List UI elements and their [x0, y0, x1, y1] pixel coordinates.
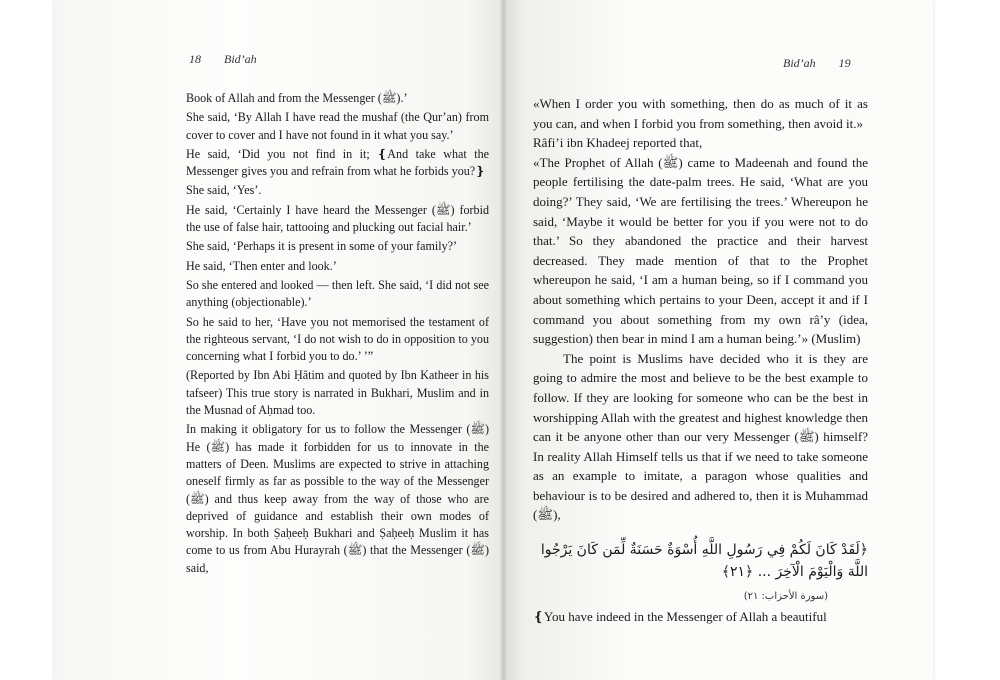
left-running-title: Bid’ah — [224, 52, 257, 66]
verse-translation: ❴You have indeed in the Messenger of Allah a beautiful — [533, 608, 827, 624]
paragraph: Book of Allah and from the Messenger (ﷺ).’ — [186, 91, 408, 105]
right-page-header — [783, 56, 851, 71]
arabic-verse: ﴿لَقَدْ كَانَ لَكُمْ فِي رَسُولِ اللَّهِ أُسْوَةٌ حَسَنَةٌ لِّمَن كَانَ يَرْجُوا اللَّهَ وَالْيَوْمَ الْآخِرَ ... ﴿٢١﴾ — [540, 542, 868, 581]
paragraph: He said, ‘Certainly I have heard the Messenger (ﷺ) forbid the use of false hair, tattooing and plucking out facial hair.’ — [186, 202, 490, 235]
paragraph: So she entered and looked — then left. She said, ‘I did not see anything (objectionable).’ — [186, 277, 489, 310]
paragraph: So he said to her, ‘Have you not memorised the testament of the righteous servant, ‘I do not wish to do in opposition to you concerning what I forbid you to do.’ ’” — [186, 314, 489, 364]
paragraph: She said, ‘Perhaps it is present in some of your family?’ — [186, 239, 458, 254]
paragraph: He said, ‘Did you not find in it; ❴And take what the Messenger gives you and refrain from what he forbids you?❵ — [186, 146, 489, 179]
right-page-number: 19 — [838, 56, 851, 70]
paragraph: The point is Muslims have decided who it is they are going to admire the most and believe to be the best example to follow. If they are looking for someone who can be the best in worshipping Allah with the greatest and highest knowledge then can it be anyone other than our very Messenger (ﷺ) himself? In reality Allah Himself tells us that if we need to take someone as an example to imitate, a paragon whose qualities and behaviour is to be desired and adhered to, then it is Muhammad (ﷺ), — [533, 350, 868, 523]
paragraph: (Reported by Ibn Abi Ḥâtim and quoted by Ibn Katheer in his tafseer) This true story is narrated in Bukhari, Muslim and in the Musnad of Aḥmad too. — [186, 368, 489, 418]
right-page-body — [533, 94, 868, 626]
left-page — [55, 0, 503, 680]
narrator-line: Râfi’i ibn Khadeej reported that, — [533, 135, 703, 151]
right-running-title: Bid’ah — [783, 56, 816, 70]
paragraph: She said, ‘Yes’. — [186, 183, 262, 198]
hadith-quote: «When I order you with something, then do as much of it as you can, and when I forbid you from something, then avoid it.» — [533, 96, 868, 131]
paragraph: She said, ‘By Allah I have read the mushaf (the Qur’an) from cover to cover and I have not found in it what you say.’ — [186, 110, 489, 142]
right-page — [503, 0, 933, 680]
paragraph: In making it obligatory for us to follow the Messenger (ﷺ) He (ﷺ) has made it forbidden for us to innovate in the matters of Deen. Muslims are expected to strive in attaching oneself firmly as far as possible to the way of the Messenger (ﷺ) and thus keep away from the way of those who are deprived of guidance and establish their own modes of worship. In both Ṣaḥeeḥ Bukhari and Ṣaḥeeḥ Muslim it has come to us from Abu Hurayrah (ﷺ) that the Messenger (ﷺ) said, — [186, 422, 490, 575]
left-page-number: 18 — [189, 52, 201, 66]
left-page-header — [189, 52, 257, 67]
hadith-quote: «The Prophet of Allah (ﷺ) came to Madeenah and found the people fertilising the date-palm trees. He said, ‘What are you doing?’ They said, ‘We are fertilising the trees.’ Whereupon he said, ‘Maybe it would be better for you if you were not to do that.’ So they abandoned the practice and their harvest decreased. They made mention of that to the Prophet whereupon he said, ‘I am a human being, so if I command you about something which pertains to your Deen, accept it and if I command you about something from my own râ’y (idea, suggestion) then bear in mind I am a human being.’» (Muslim) — [533, 154, 868, 347]
arabic-verse-reference: (سورة الأحزاب: ٢١) — [743, 591, 828, 603]
paragraph: He said, ‘Then enter and look.’ — [186, 258, 337, 273]
left-page-body — [186, 90, 489, 579]
book-gutter — [499, 0, 507, 680]
